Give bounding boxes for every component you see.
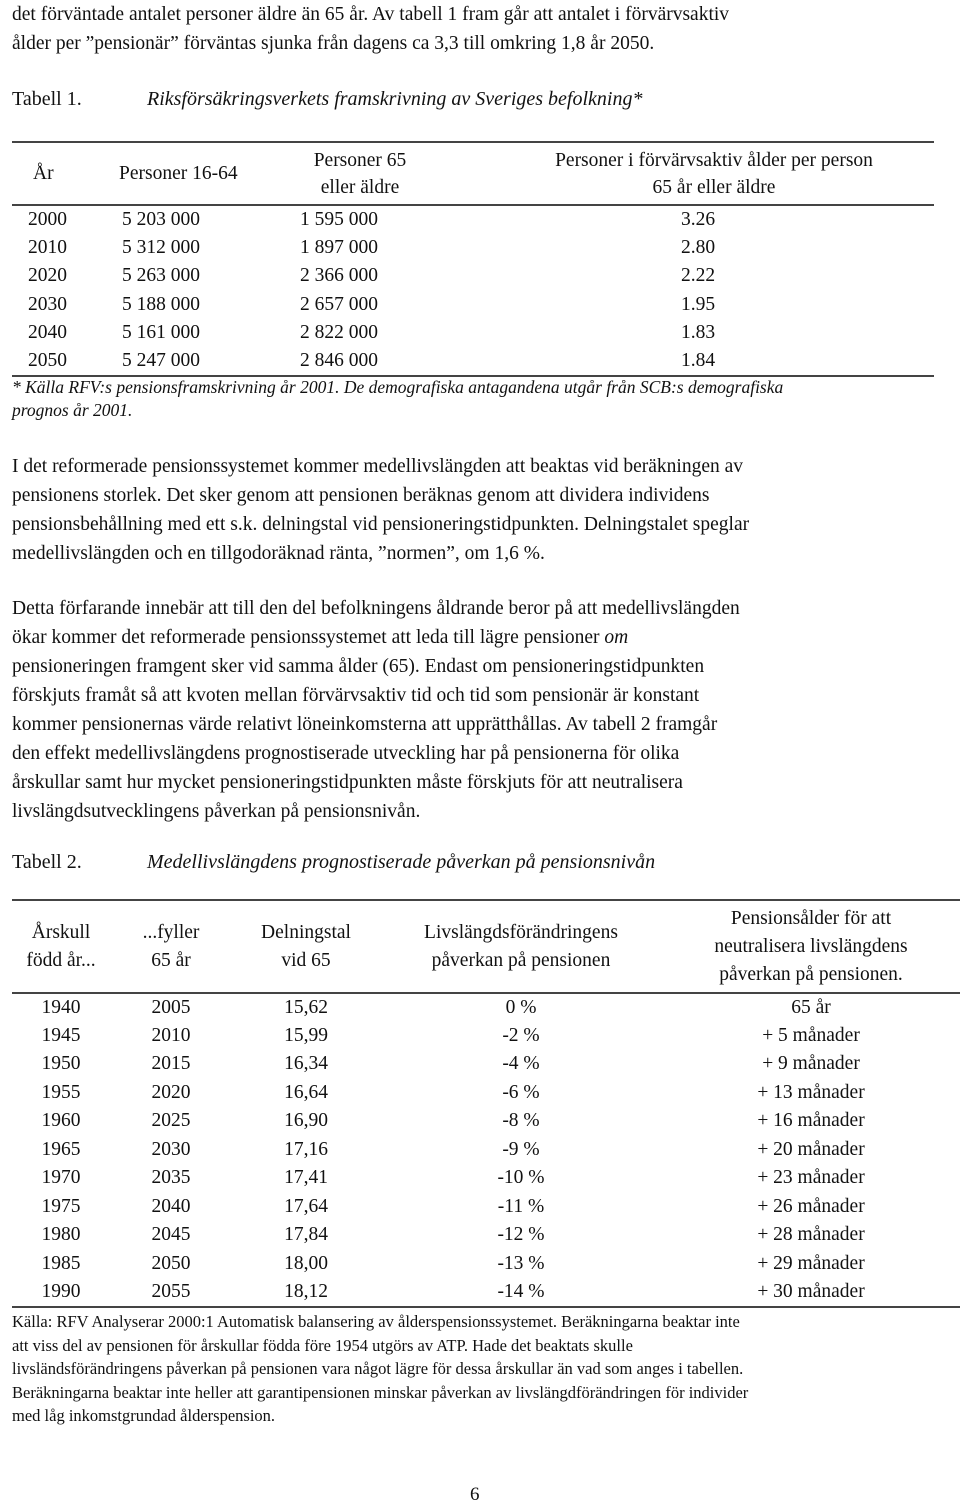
table-cell: 2 366 000 [300, 265, 378, 287]
text-line: pensionens storlek. Det sker genom att pensionen beräknas genom att dividera individens [12, 485, 710, 506]
col-header-ratio: Personer i förvärvsaktiv ålder per person 65 år eller äldre [454, 142, 934, 205]
table-cell: -11 % [497, 1195, 545, 1217]
table-cell: 2040 [28, 322, 67, 344]
table-row [12, 1250, 960, 1279]
table-cell: + 29 månader [757, 1252, 865, 1274]
col-header-retirement-age: Pensionsålder för att neutralisera livslängdens påverkan på pensionen. [662, 900, 960, 993]
paragraph-forfarande [12, 594, 942, 826]
table-cell: 1.95 [681, 293, 716, 315]
table-row [12, 262, 934, 291]
col-header-divisor: Delningstal vid 65 [232, 900, 380, 993]
text-line: årskullar samt hur mycket pensioneringstidpunkten måste förskjuts för att neutralisera [12, 772, 683, 793]
table-cell: 2020 [28, 265, 67, 287]
table-cell: 1965 [41, 1138, 81, 1160]
table-cell: 17,84 [284, 1224, 328, 1246]
table-cell: 5 203 000 [122, 208, 200, 230]
table-cell: 2050 [151, 1252, 191, 1274]
table2-caption-label: Tabell 2. [12, 851, 82, 873]
table-cell: 5 312 000 [122, 236, 200, 258]
text-line: den effekt medellivslängdens prognostiserade utveckling har på pensionerna för olika [12, 743, 680, 764]
table-cell: + 20 månader [757, 1138, 865, 1160]
table-cell: 1960 [41, 1110, 81, 1132]
text-line: livslängdsutvecklingens påverkan på pensionsnivån. [12, 801, 421, 822]
table-header-row [12, 900, 960, 993]
table-cell: -9 % [502, 1138, 540, 1160]
table-cell: 2010 [151, 1024, 191, 1046]
italic-word: om [604, 627, 629, 648]
table1-caption-label: Tabell 1. [12, 88, 82, 110]
page-number: 6 [470, 1484, 480, 1505]
table-row [12, 1079, 960, 1108]
table-cell: + 13 månader [757, 1081, 865, 1103]
table-cell: 1945 [41, 1024, 81, 1046]
text-line: medellivslängden och en tillgodoräknad ränta, ”normen”, om 1,6 %. [12, 543, 545, 564]
text-line: pensioneringen framgent sker vid samma ålder (65). Endast om pensioneringstidpunkten [12, 656, 705, 677]
text-line: förskjuts framåt så att kvoten mellan förvärvsaktiv tid och tid som pensionär är konstant [12, 685, 700, 706]
life-expectancy-table [12, 899, 960, 1308]
table-cell: 1970 [41, 1167, 81, 1189]
table-cell: 3.26 [681, 208, 716, 230]
table-cell: 17,16 [284, 1138, 328, 1160]
table-row [12, 1050, 960, 1079]
table-cell: + 30 månader [662, 1278, 960, 1307]
table-cell: 16,90 [284, 1110, 328, 1132]
paragraph-delningstal [12, 452, 942, 568]
table1-caption-title: Riksförsäkringsverkets framskrivning av Sveriges befolkning* [147, 88, 643, 110]
table-cell: 16,64 [284, 1081, 328, 1103]
table-cell: -6 % [502, 1081, 540, 1103]
table-cell: 2030 [151, 1138, 191, 1160]
table-cell: 1.83 [681, 322, 716, 344]
table-cell: 2055 [110, 1278, 232, 1307]
table-cell: 5 188 000 [122, 293, 200, 315]
table-cell: 2015 [151, 1053, 191, 1075]
table-cell: 2020 [151, 1081, 191, 1103]
table-cell: + 16 månader [757, 1110, 865, 1132]
table-cell: 1 897 000 [300, 236, 378, 258]
table-cell: 2045 [151, 1224, 191, 1246]
table-cell: 5 263 000 [122, 265, 200, 287]
table-cell: -14 % [380, 1278, 662, 1307]
table-cell: 2 846 000 [266, 348, 454, 377]
text-line: I det reformerade pensionssystemet kommer medellivslängden att beaktas vid beräkningen av [12, 456, 744, 477]
table-cell: + 5 månader [762, 1024, 860, 1046]
col-header-persons-16-64: Personer 16-64 [116, 142, 266, 205]
text-line: ålder per ”pensionär” förväntas sjunka från dagens ca 3,3 till omkring 1,8 år 2050. [12, 33, 655, 54]
table-cell: 2050 [12, 348, 116, 377]
table2-source-note: Källa: RFV Analyserar 2000:1 Automatisk balansering av ålderspensionssystemet. Beräkningarna beaktar inte att viss del av pensionen för årskullar födda före 1954 utgörs av ATP. Hade det beaktats skulle livsländsförändringens påverkan på pensionen vara något lägre för dessa årskullar än vad som anges i tabellen. Beräkningarna beaktar inte heller att garantipensionen minskar påverkan av livslängdförändringen för individer med låg inkomstgrundad ålderspension. [12, 1312, 749, 1425]
col-header-year: År [12, 142, 116, 205]
table-cell: 2.80 [681, 236, 716, 258]
table-cell: 1.84 [454, 348, 934, 377]
table-cell: 18,12 [232, 1278, 380, 1307]
table-row [12, 234, 934, 263]
table-cell: 17,64 [284, 1195, 328, 1217]
table-row [12, 1136, 960, 1165]
table-row [12, 1221, 960, 1250]
table-cell: 0 % [505, 996, 537, 1018]
table2-caption-title: Medellivslängdens prognostiserade påverkan på pensionsnivån [147, 851, 656, 873]
table-cell: 1985 [41, 1252, 81, 1274]
table-cell: 1955 [41, 1081, 81, 1103]
table-row [12, 319, 934, 348]
table-header-row [12, 142, 934, 205]
table-cell: -2 % [502, 1024, 540, 1046]
text-line: kommer pensionernas värde relativt löneinkomsterna att upprätthållas. Av tabell 2 framgår [12, 714, 718, 735]
table-cell: -4 % [502, 1053, 540, 1075]
table-cell: 2000 [28, 208, 67, 230]
table-cell: 1 595 000 [300, 208, 378, 230]
table-cell: + 26 månader [757, 1195, 865, 1217]
text-line: ökar kommer det reformerade pensionssystemet att leda till lägre pensioner om [12, 627, 629, 648]
table-row [12, 1164, 960, 1193]
table-cell: 2025 [151, 1110, 191, 1132]
table-cell: 65 år [791, 996, 831, 1018]
table-cell: 2005 [151, 996, 191, 1018]
table-cell: -8 % [502, 1110, 540, 1132]
table-cell: 5 161 000 [122, 322, 200, 344]
text-line: det förväntade antalet personer äldre än 65 år. Av tabell 1 fram går att antalet i förvärvsaktiv [12, 4, 730, 25]
table-row [12, 291, 934, 320]
table-cell: 1980 [41, 1224, 81, 1246]
table-row [12, 1278, 960, 1307]
table-cell: + 9 månader [762, 1053, 860, 1075]
table-cell: 17,41 [284, 1167, 328, 1189]
col-header-persons-65-plus: Personer 65 eller äldre [266, 142, 454, 205]
table-cell: 16,34 [284, 1053, 328, 1075]
table-cell: -12 % [497, 1224, 545, 1246]
table-cell: 2 657 000 [300, 293, 378, 315]
col-header-pension-effect: Livslängdsförändringens påverkan på pensionen [380, 900, 662, 993]
table-cell: 1950 [41, 1053, 81, 1075]
table-cell: 15,62 [284, 996, 328, 1018]
table-cell: 1975 [41, 1195, 81, 1217]
table-cell: 2030 [28, 293, 67, 315]
table-row [12, 1193, 960, 1222]
table-cell: 2.22 [681, 265, 716, 287]
col-header-turns-65: ...fyller 65 år [110, 900, 232, 993]
table-cell: 2035 [151, 1167, 191, 1189]
text-line: Detta förfarande innebär att till den del befolkningens åldrande beror på att medellivslängden [12, 598, 740, 619]
table-row [12, 205, 934, 234]
table-cell: 5 247 000 [116, 348, 266, 377]
table-cell: 2010 [28, 236, 67, 258]
table-cell: -13 % [497, 1252, 545, 1274]
table-cell: + 28 månader [757, 1224, 865, 1246]
table-cell: 1940 [41, 996, 81, 1018]
table-cell: + 23 månader [757, 1167, 865, 1189]
table-row [12, 348, 934, 377]
table-cell: 1990 [12, 1278, 110, 1307]
table-cell: 2 822 000 [300, 322, 378, 344]
table-cell: 15,99 [284, 1024, 328, 1046]
col-header-cohort: Årskull född år... [12, 900, 110, 993]
intro-paragraph [12, 0, 942, 58]
population-table [12, 141, 934, 377]
table-row [12, 1107, 960, 1136]
text-line: pensionsbehållning med ett s.k. delningstal vid pensioneringstidpunkten. Delningstalet speglar [12, 514, 750, 535]
table-cell: 2040 [151, 1195, 191, 1217]
table-cell: -10 % [497, 1167, 545, 1189]
table-row [12, 993, 960, 1022]
table1-footnote: * Källa RFV:s pensionsframskrivning år 2001. De demografiska antagandena utgår från SCB:s demografiska prognos år 2001. [12, 377, 784, 420]
table-cell: 18,00 [284, 1252, 328, 1274]
table-row [12, 1022, 960, 1051]
